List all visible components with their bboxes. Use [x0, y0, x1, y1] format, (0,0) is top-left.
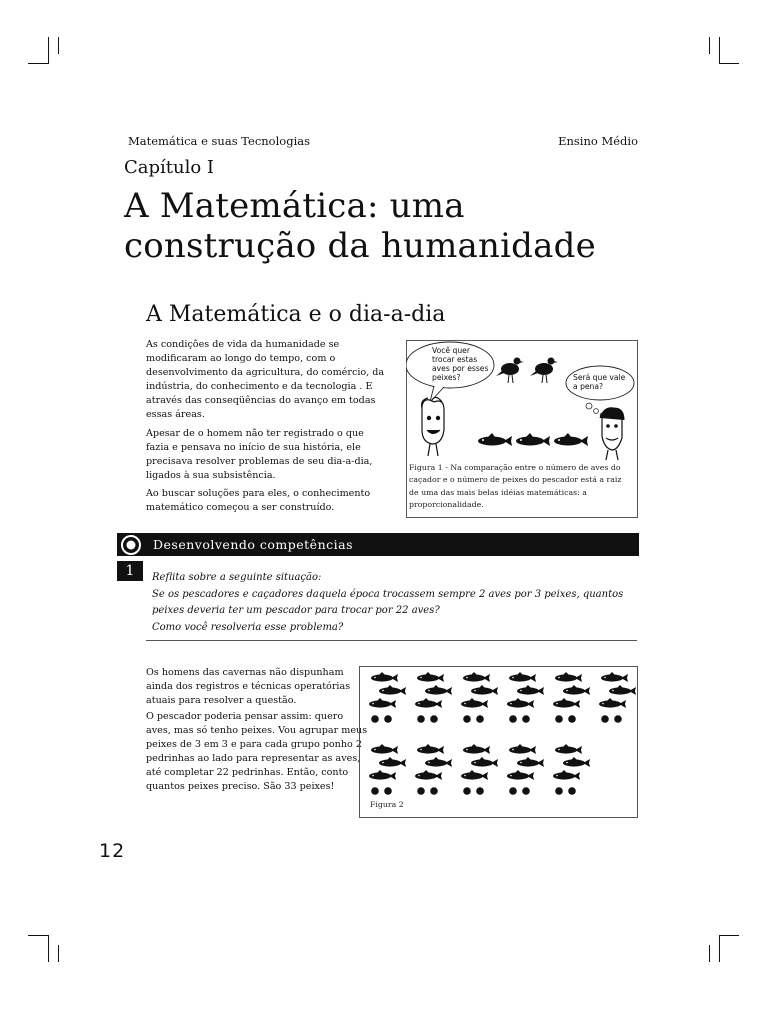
fish-icon	[371, 744, 398, 754]
pebble-icon	[555, 715, 563, 723]
competencias-title: Desenvolvendo competências	[153, 537, 353, 552]
fish-icon	[517, 757, 544, 767]
fish-icon	[517, 685, 544, 695]
fish-icon	[563, 757, 590, 767]
figure-2-illustration	[359, 666, 638, 796]
fish-icon	[369, 770, 396, 780]
fish-icon	[507, 698, 534, 708]
crop-mark	[48, 37, 49, 64]
running-header-level: Ensino Médio	[558, 134, 638, 148]
pebble-icon	[430, 787, 438, 795]
crop-mark	[28, 63, 48, 64]
fish-icon	[463, 744, 490, 754]
fish-icon	[609, 685, 636, 695]
fish-icon	[509, 672, 536, 682]
crop-mark	[58, 945, 59, 962]
exercise-line: Como você resolveria esse problema?	[152, 621, 344, 633]
pebble-icon	[555, 787, 563, 795]
running-header-subject: Matemática e suas Tecnologias	[128, 134, 311, 148]
fish-icon	[563, 685, 590, 695]
crop-mark	[719, 935, 720, 962]
fish-icon	[555, 672, 582, 682]
pebble-icon	[384, 787, 392, 795]
paragraph: Apesar de o homem não ter registrado o que fazia e pensava no início de sua história, ele precisava resolver problemas de seu dia-a-dia, ligados à sua subsistência.	[146, 427, 373, 481]
pebble-icon	[568, 715, 576, 723]
speech-left-line: Você quer	[432, 346, 470, 355]
chapter-title	[124, 186, 596, 266]
fish-icon	[516, 433, 550, 446]
pebble-icon	[522, 715, 530, 723]
pebble-icon	[476, 715, 484, 723]
pebble-icon	[614, 715, 622, 723]
exercise-number: 1	[117, 561, 143, 581]
speech-right-line: Será que vale	[573, 373, 626, 382]
fish-icon	[461, 698, 488, 708]
chapter-title-line: A Matemática: uma	[124, 186, 465, 226]
fish-icon	[599, 698, 626, 708]
fisherman-figure	[600, 408, 624, 460]
pebble-icon	[417, 787, 425, 795]
fish-icon	[379, 685, 406, 695]
pebble-icon	[522, 787, 530, 795]
crop-mark	[719, 63, 739, 64]
target-icon	[117, 533, 147, 556]
fish-icon	[555, 744, 582, 754]
fish-icon	[478, 433, 512, 446]
competencias-bar	[147, 533, 639, 556]
paragraph: Os homens das cavernas não dispunham ainda dos registros e técnicas operatórias atuais para resolver a questão.	[146, 667, 351, 706]
fish-icon	[417, 672, 444, 682]
section-title: A Matemática e o dia-a-dia	[146, 302, 446, 327]
pebble-icon	[509, 715, 517, 723]
fish-icon	[371, 672, 398, 682]
crop-mark	[58, 37, 59, 54]
fish-icon	[471, 685, 498, 695]
fish-icon	[553, 698, 580, 708]
crop-mark	[709, 37, 710, 54]
pebble-icon	[601, 715, 609, 723]
pebble-icon	[463, 787, 471, 795]
pebble-icon	[417, 715, 425, 723]
fish-icon	[461, 770, 488, 780]
crop-mark	[48, 935, 49, 962]
fish-icon	[601, 672, 628, 682]
competencias-icon-box	[117, 533, 147, 556]
bird-icon	[530, 358, 558, 384]
divider	[146, 640, 637, 641]
chapter-label: Capítulo I	[124, 157, 215, 178]
paragraph: As condições de vida da humanidade se modificaram ao longo do tempo, com o desenvolvimento da agricultura, do comércio, da indústria, do conhecimento e da tecnologia . E através das conseqüências do avanço em todas essas áreas.	[146, 339, 385, 421]
pebble-icon	[476, 787, 484, 795]
speech-left-line: peixes?	[432, 373, 461, 382]
speech-right-line: a pena?	[573, 382, 604, 391]
fish-icon	[554, 433, 588, 446]
pebble-icon	[371, 787, 379, 795]
pebble-icon	[463, 715, 471, 723]
crop-mark	[719, 935, 739, 936]
fish-icon	[509, 744, 536, 754]
figure-1-illustration	[406, 340, 638, 460]
fish-icon	[415, 698, 442, 708]
fish-icon	[425, 685, 452, 695]
exercise-line: Se os pescadores e caçadores daquela época trocassem sempre 2 aves por 3 peixes, quantos	[152, 588, 624, 600]
speech-left-line: aves por esses	[432, 364, 489, 373]
fish-icon	[463, 672, 490, 682]
exercise-line: peixes deveria ter um pescador para trocar por 22 aves?	[152, 605, 440, 616]
chapter-title-line: construção da humanidade	[124, 226, 596, 266]
pebble-icon	[384, 715, 392, 723]
pebble-icon	[371, 715, 379, 723]
fish-icon	[425, 757, 452, 767]
pebble-icon	[430, 715, 438, 723]
fish-icon	[507, 770, 534, 780]
intro-text	[146, 338, 386, 519]
explanation-text	[146, 666, 370, 796]
fish-icon	[417, 744, 444, 754]
crop-mark	[719, 37, 720, 64]
paragraph: O pescador poderia pensar assim: quero aves, mas só tenho peixes. Vou agrupar meus peixes de 3 em 3 e para cada grupo ponho 2 pedrinhas ao lado para representar as aves, até completar 22 pedrinhas. Então, conto quantos peixes preciso. São 33 peixes!	[146, 711, 368, 792]
bird-icon	[496, 358, 524, 384]
pebble-icon	[568, 787, 576, 795]
fish-icon	[415, 770, 442, 780]
page-number: 12	[99, 840, 126, 862]
crop-mark	[28, 935, 48, 936]
crop-mark	[709, 945, 710, 962]
exercise-prompt: Reflita sobre a seguinte situação:	[152, 572, 322, 583]
speech-left-line: trocar estas	[432, 355, 478, 364]
paragraph: Ao buscar soluções para eles, o conhecimento matemático começou a ser construído.	[146, 487, 371, 514]
fish-icon	[369, 698, 396, 708]
fish-icon	[471, 757, 498, 767]
fish-icon	[379, 757, 406, 767]
hunter-figure	[422, 397, 444, 456]
exercise-text	[152, 570, 632, 636]
fish-icon	[553, 770, 580, 780]
figure-2-caption: Figura 2	[370, 800, 404, 809]
pebble-icon	[509, 787, 517, 795]
figure-1-caption: Figura 1 - Na comparação entre o número de aves do caçador e o número de peixes do pescador está a raiz de uma das mais belas idéias matemáticas: a proporcionalidade.	[409, 463, 622, 510]
